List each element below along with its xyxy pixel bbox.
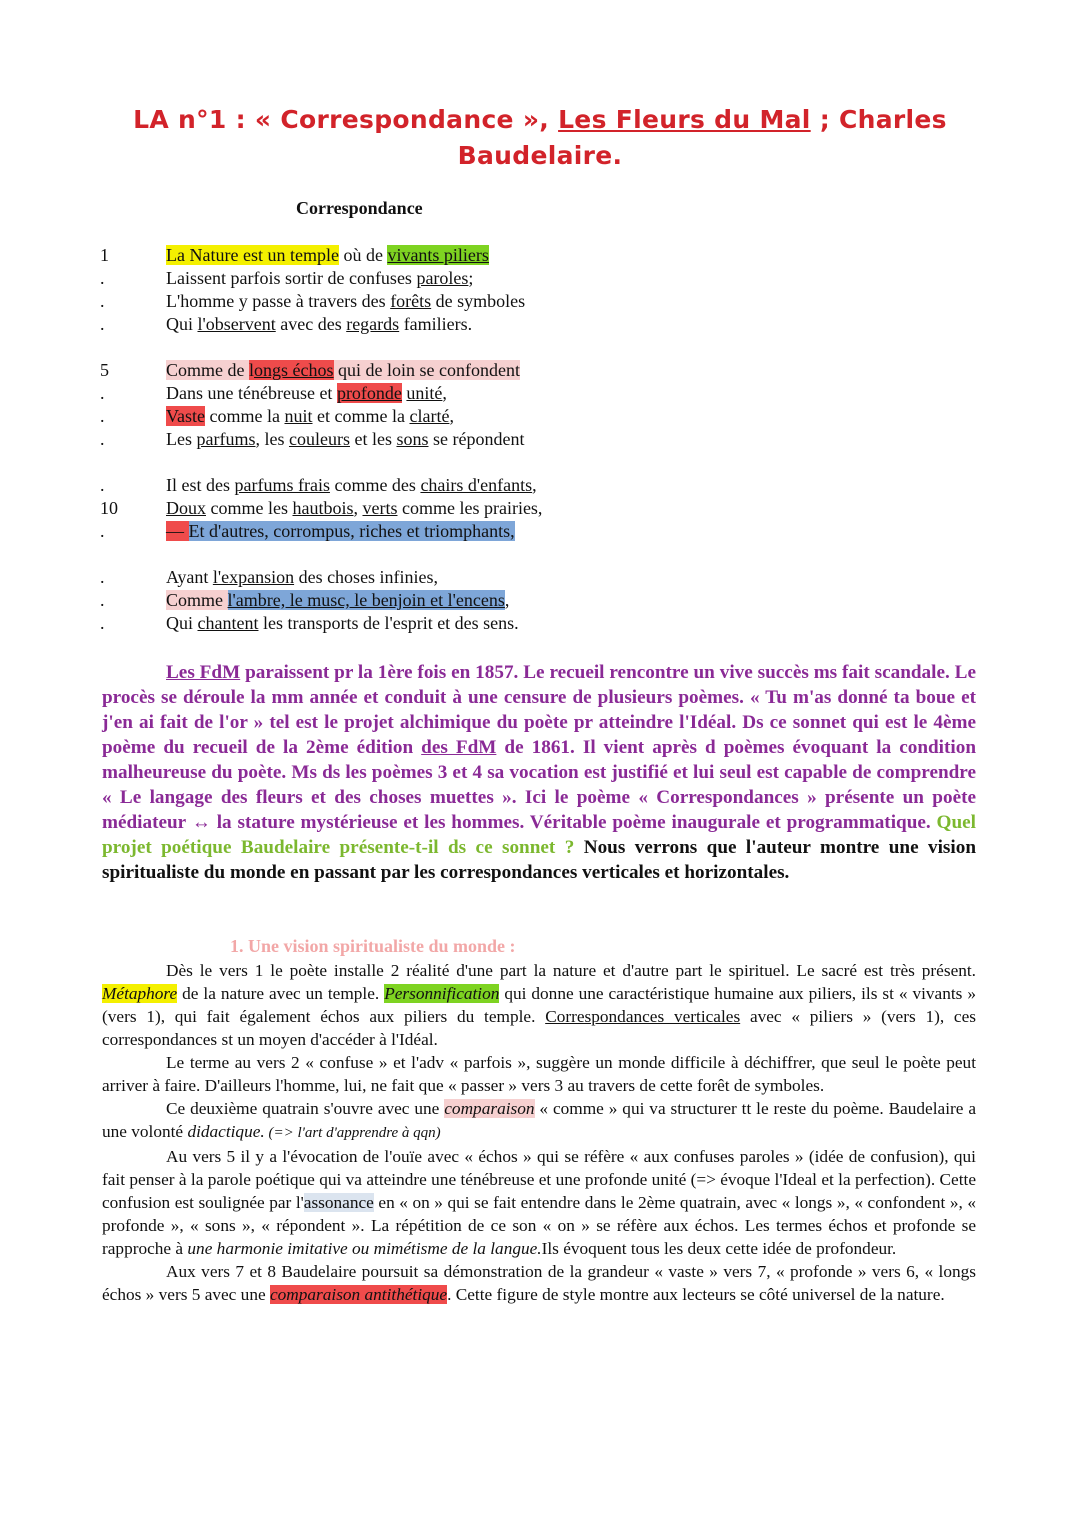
line-number: . xyxy=(100,383,105,403)
line-number: 1 xyxy=(100,245,109,265)
line-number: . xyxy=(100,475,105,495)
poem xyxy=(100,244,700,635)
analysis-body xyxy=(102,959,976,1306)
poem-heading: Correspondance xyxy=(296,198,423,218)
book-title: Les Fleurs du Mal xyxy=(558,105,811,134)
poem-line: . Qui chantent les transports de l'esprit et des sens. xyxy=(100,613,519,633)
analysis-paragraph: Le terme au vers 2 « confuse » et l'adv « parfois », suggère un monde difficile à déchiffrer, que seul le poète peut arriver à faire. D'ailleurs l'homme, lui, ne fait que « passer » vers 3 au travers de cette forêt de symboles. xyxy=(102,1053,976,1095)
analysis-paragraph: Au vers 5 il y a l'évocation de l'ouïe avec « échos » qui se réfère « aux confuses paroles » (idée de confusion), qui fait penser à la parole poétique qui va atteindre une ténébreuse et une profonde unité (=> évoque l'Ideal et la perfection). Cette confusion est soulignée par l'assonance en « on » qui se fait entendre dans le 2ème quatrain, avec « longs », « confondent », « profonde », « sons », « répondent ». La répétition de ce son « on » se réfère aux échos. Les termes échos et profonde se rapproche à une harmonie imitative ou mimétisme de la langue.Ils évoquent tous les deux cette idée de profondeur. xyxy=(102,1147,976,1258)
section-heading: 1. Une vision spiritualiste du monde : xyxy=(230,936,516,956)
poem-line: 1 La Nature est un temple où de vivants piliers xyxy=(100,245,489,265)
poem-line: . Les parfums, les couleurs et les sons se répondent xyxy=(100,429,525,449)
poem-line: . Comme l'ambre, le musc, le benjoin et l'encens, xyxy=(100,590,510,610)
analysis-paragraph: Dès le vers 1 le poète installe 2 réalité d'une part la nature et d'autre part le spirituel. Le sacré est très présent. Métaphore de la nature avec un temple. Personnification qui donne une caractéristique humaine aux piliers, ils st « vivants » (vers 1), qui fait également échos aux piliers du temple. Correspondances verticales avec « piliers » (vers 1), ces correspondances st un moyen d'accéder à l'Idéal. xyxy=(102,961,976,1049)
line-number: . xyxy=(100,406,105,426)
poem-line: . Laissent parfois sortir de confuses paroles; xyxy=(100,268,474,288)
line-number: . xyxy=(100,314,105,334)
problematic-question: Quel projet poétique Baudelaire présente-t-il ds ce sonnet ? xyxy=(102,812,976,858)
line-number: . xyxy=(100,429,105,449)
line-number: . xyxy=(100,567,105,587)
poem-line: . Ayant l'expansion des choses infinies, xyxy=(100,567,439,587)
poem-line: . L'homme y passe à travers des forêts de symboles xyxy=(100,291,526,311)
poem-line: . Vaste comme la nuit et comme la clarté, xyxy=(100,406,454,426)
poem-line: 10 Doux comme les hautbois, verts comme les prairies, xyxy=(100,498,543,518)
poem-line: . Qui l'observent avec des regards familiers. xyxy=(100,314,473,334)
analysis-paragraph: Ce deuxième quatrain s'ouvre avec une comparaison « comme » qui va structurer tt le reste du poème. Baudelaire a une volonté didactique. (=> l'art d'apprendre à qqn) xyxy=(102,1099,977,1141)
poem-line: . — Et d'autres, corrompus, riches et triomphants, xyxy=(100,521,515,541)
line-number: . xyxy=(100,268,105,288)
line-number: 5 xyxy=(100,360,109,380)
introduction-paragraph: Les FdM paraissent pr la 1ère fois en 1857. Le recueil rencontre un vive succès ms fait scandale. Le procès se déroule la mm année et conduit à une censure de plusieurs poèmes. « Tu m'as donné ta boue et j'en ai fait de l'or » tel est le projet alchimique du poète pr atteindre l'Idéal. Ds ce sonnet qui est le 4ème poème du recueil de la 2ème édition des FdM de 1861. Il vient après d poèmes évoquant la condition malheureuse du poète. Ms ds les poèmes 3 et 4 sa vocation est justifié et lui seul est capable de comprendre « Le langage des fleurs et des choses muettes ». Ici le poème « Correspondances » présente un poète médiateur ↔ la stature mystérieuse et les hommes. Véritable poème inaugurale et programmatique. Quel projet poétique Baudelaire présente-t-il ds ce sonnet ? Nous verrons que l'auteur montre une vision spiritualiste du monde en passant par les correspondances verticales et horizontales. xyxy=(102,662,976,883)
poem-line: 5 Comme de longs échos qui de loin se confondent xyxy=(100,360,520,380)
poem-line: . Il est des parfums frais comme des chairs d'enfants, xyxy=(100,475,537,495)
line-number: . xyxy=(100,590,105,610)
line-number: 10 xyxy=(100,498,118,518)
document-title: LA n°1 : « Correspondance », Les Fleurs du Mal ; Charles Baudelaire. xyxy=(133,105,947,170)
line-number: . xyxy=(100,613,105,633)
analysis-paragraph: Aux vers 7 et 8 Baudelaire poursuit sa démonstration de la grandeur « vaste » vers 7, « profonde » vers 6, « longs échos » vers 5 avec une comparaison antithétique. Cette figure de style montre aux lecteurs se côté universel de la nature. xyxy=(102,1262,976,1304)
line-number: . xyxy=(100,521,105,541)
poem-line: . Dans une ténébreuse et profonde unité, xyxy=(100,383,447,403)
line-number: . xyxy=(100,291,105,311)
